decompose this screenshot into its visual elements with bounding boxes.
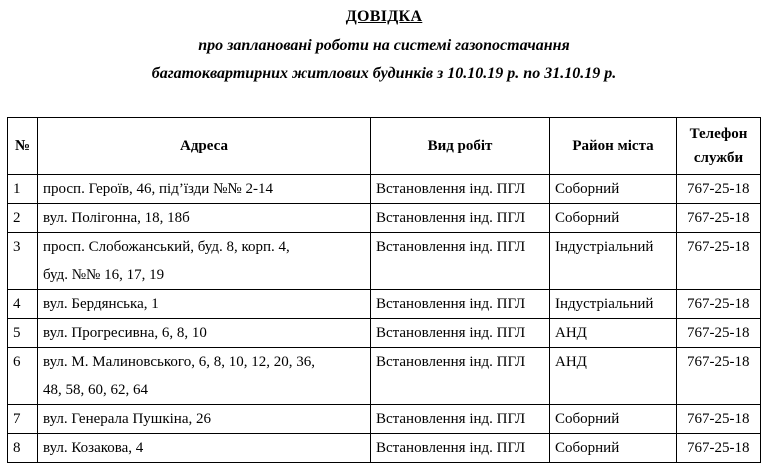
table-row bbox=[8, 319, 761, 348]
header-address: Адреса bbox=[38, 118, 371, 175]
address-line: вул. Козакова, 4 bbox=[43, 440, 144, 456]
cell-district: Соборний bbox=[550, 204, 677, 233]
table-row bbox=[8, 233, 761, 290]
cell-number: 4 bbox=[8, 290, 38, 319]
address-line: буд. №№ 16, 17, 19 bbox=[43, 267, 165, 283]
cell-work-type: Встановлення інд. ПГЛ bbox=[371, 405, 550, 434]
cell-phone: 767-25-18 bbox=[677, 204, 761, 233]
cell-district: Соборний bbox=[550, 434, 677, 463]
cell-district: АНД bbox=[550, 348, 677, 405]
cell-phone: 767-25-18 bbox=[677, 348, 761, 405]
address-line: вул. Генерала Пушкіна, 26 bbox=[43, 411, 211, 427]
cell-address bbox=[38, 348, 371, 405]
address-line: вул. М. Малиновського, 6, 8, 10, 12, 20, 36, bbox=[43, 354, 315, 370]
cell-work-type: Встановлення інд. ПГЛ bbox=[371, 233, 550, 290]
cell-phone: 767-25-18 bbox=[677, 405, 761, 434]
table-row bbox=[8, 405, 761, 434]
cell-work-type: Встановлення інд. ПГЛ bbox=[371, 204, 550, 233]
cell-address bbox=[38, 405, 371, 434]
cell-number: 8 bbox=[8, 434, 38, 463]
cell-work-type: Встановлення інд. ПГЛ bbox=[371, 434, 550, 463]
header-number: № bbox=[8, 118, 38, 175]
document-subtitle-line2: багатоквартирних житлових будинків з 10.10.19 р. по 31.10.19 р. bbox=[151, 65, 617, 82]
cell-number: 1 bbox=[8, 175, 38, 204]
cell-phone: 767-25-18 bbox=[677, 175, 761, 204]
header-district: Район міста bbox=[550, 118, 677, 175]
works-table bbox=[7, 117, 761, 463]
table-row bbox=[8, 434, 761, 463]
address-line: вул. Прогресивна, 6, 8, 10 bbox=[43, 325, 207, 341]
cell-district: АНД bbox=[550, 319, 677, 348]
cell-number: 5 bbox=[8, 319, 38, 348]
cell-address bbox=[38, 204, 371, 233]
cell-district: Індустріальний bbox=[550, 290, 677, 319]
table-row bbox=[8, 290, 761, 319]
header-work-type: Вид робіт bbox=[371, 118, 550, 175]
document-title: ДОВІДКА bbox=[345, 8, 423, 25]
cell-work-type: Встановлення інд. ПГЛ bbox=[371, 290, 550, 319]
table-header-row bbox=[8, 118, 761, 175]
cell-address bbox=[38, 175, 371, 204]
cell-number: 2 bbox=[8, 204, 38, 233]
header-phone: Телефон служби bbox=[677, 118, 761, 175]
cell-number: 6 bbox=[8, 348, 38, 405]
cell-number: 3 bbox=[8, 233, 38, 290]
cell-phone: 767-25-18 bbox=[677, 434, 761, 463]
cell-work-type: Встановлення інд. ПГЛ bbox=[371, 348, 550, 405]
cell-address bbox=[38, 434, 371, 463]
cell-district: Соборний bbox=[550, 175, 677, 204]
cell-phone: 767-25-18 bbox=[677, 233, 761, 290]
cell-address bbox=[38, 290, 371, 319]
cell-district: Індустріальний bbox=[550, 233, 677, 290]
address-line: просп. Слобожанський, буд. 8, корп. 4, bbox=[43, 239, 290, 255]
table-row bbox=[8, 348, 761, 405]
address-line: вул. Бердянська, 1 bbox=[43, 296, 159, 312]
document-subtitle-line1: про заплановані роботи на системі газопостачання bbox=[198, 37, 570, 54]
address-line: 48, 58, 60, 62, 64 bbox=[43, 382, 148, 398]
address-line: вул. Полігонна, 18, 18б bbox=[43, 210, 190, 226]
cell-address bbox=[38, 233, 371, 290]
cell-phone: 767-25-18 bbox=[677, 290, 761, 319]
address-line: просп. Героїв, 46, під’їзди №№ 2-14 bbox=[43, 181, 273, 197]
cell-work-type: Встановлення інд. ПГЛ bbox=[371, 175, 550, 204]
table-row bbox=[8, 204, 761, 233]
cell-number: 7 bbox=[8, 405, 38, 434]
cell-phone: 767-25-18 bbox=[677, 319, 761, 348]
cell-work-type: Встановлення інд. ПГЛ bbox=[371, 319, 550, 348]
cell-district: Соборний bbox=[550, 405, 677, 434]
cell-address bbox=[38, 319, 371, 348]
table-row bbox=[8, 175, 761, 204]
